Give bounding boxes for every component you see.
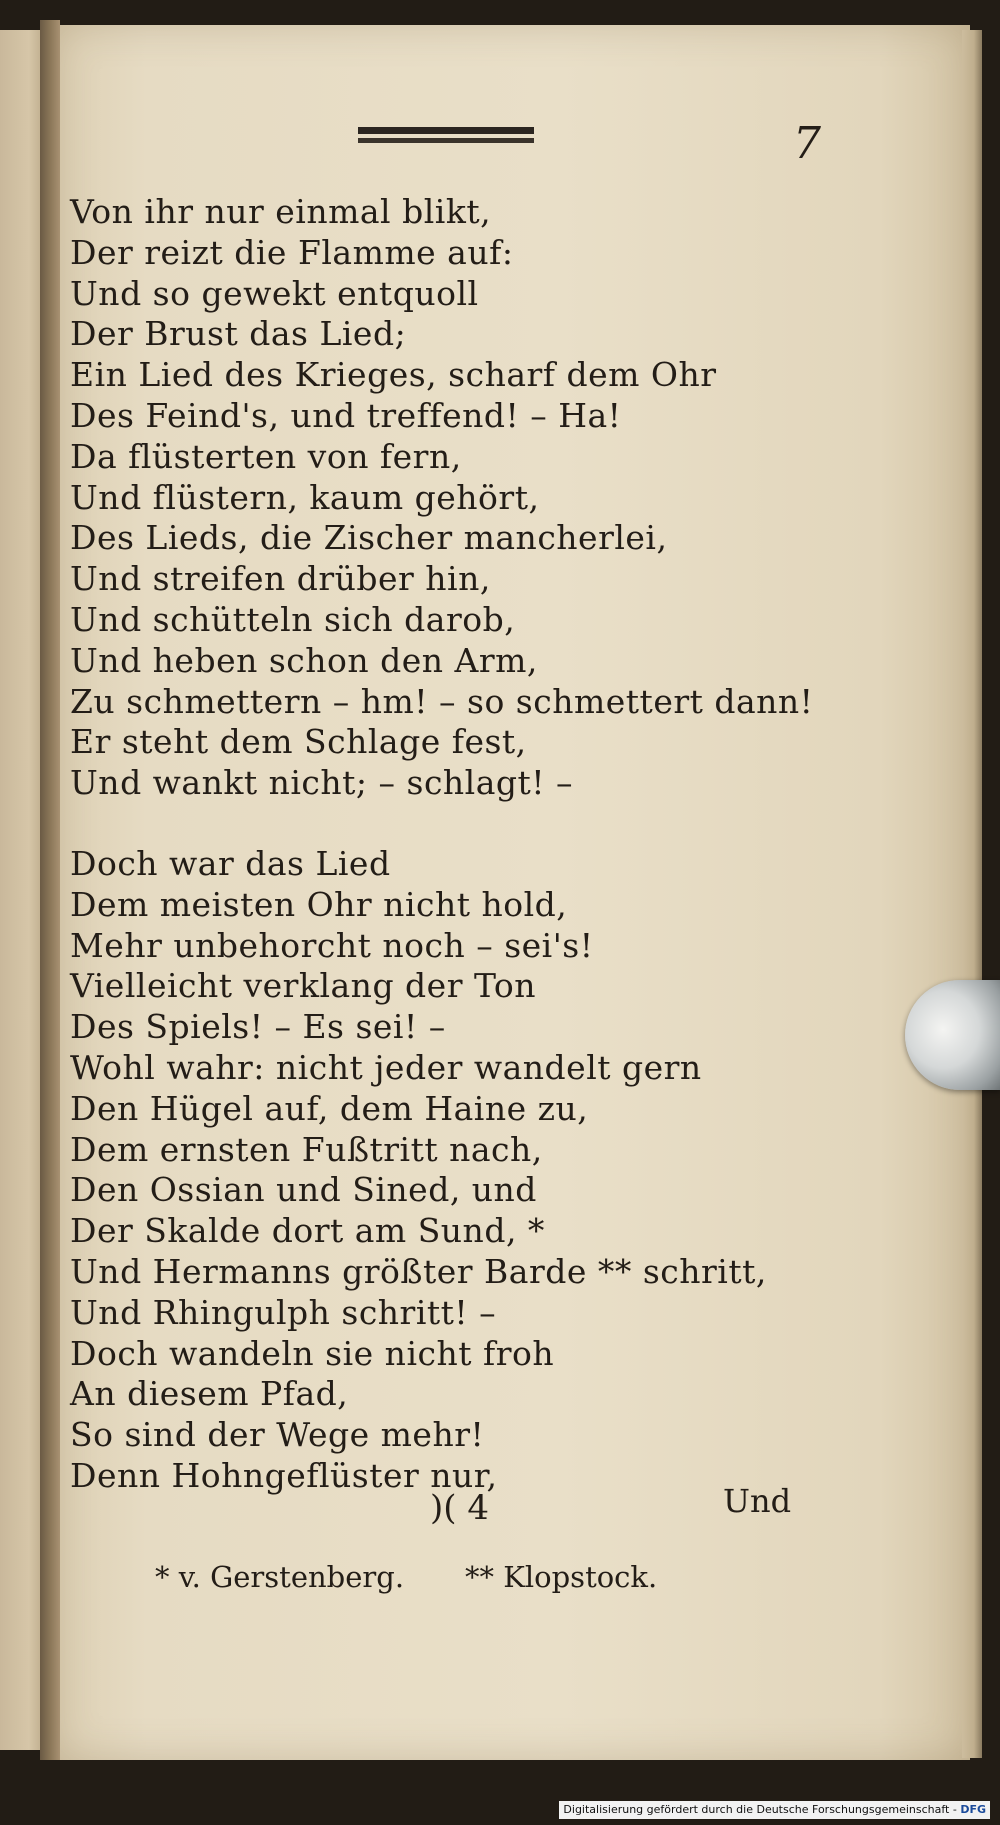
poem-line: Des Spiels! – Es sei! – (70, 1007, 446, 1047)
poem-line: Den Ossian und Sined, und (70, 1170, 537, 1210)
poem-line: Der reizt die Flamme auf: (70, 232, 514, 272)
poem-line: Den Hügel auf, dem Haine zu, (70, 1088, 589, 1128)
poem-line: Ein Lied des Krieges, scharf dem Ohr (70, 355, 717, 395)
poem-line: Dem meisten Ohr nicht hold, (70, 884, 568, 924)
page-number: 7 (793, 118, 821, 169)
poem-line: Der Skalde dort am Sund, * (70, 1211, 545, 1251)
poem-line: Er steht dem Schlage fest, (70, 722, 527, 762)
poem-text (70, 192, 813, 1497)
poem-line: Und schütteln sich darob, (70, 599, 516, 639)
poem-line: So sind der Wege mehr! (70, 1415, 485, 1455)
poem-line: Und Hermanns größter Barde ** schritt, (70, 1251, 767, 1291)
poem-line: Der Brust das Lied; (70, 314, 407, 354)
poem-line: Denn Hohngeflüster nur, (70, 1455, 498, 1495)
book-gutter (40, 20, 60, 1760)
stanza-break (70, 804, 813, 844)
stanza-1 (70, 192, 813, 804)
footnote-klopstock: ** Klopstock. (465, 1560, 658, 1594)
poem-line: Des Lieds, die Zischer mancherlei, (70, 518, 668, 558)
poem-line: Vielleicht verklang der Ton (70, 966, 537, 1006)
footnote-gerstenberg: * v. Gerstenberg. (155, 1560, 405, 1594)
poem-line: An diesem Pfad, (70, 1374, 349, 1414)
poem-line: Und heben schon den Arm, (70, 640, 538, 680)
header-rule-top (358, 127, 534, 134)
dfg-logo: DFG (960, 1803, 986, 1816)
digitization-credit (559, 1801, 990, 1819)
poem-line: Und flüstern, kaum gehört, (70, 477, 540, 517)
page-stack-edge (962, 30, 982, 1758)
poem-line: Wohl wahr: nicht jeder wandelt gern (70, 1047, 702, 1087)
poem-line: Und so gewekt entquoll (70, 273, 479, 313)
poem-line: Des Feind's, und treffend! – Ha! (70, 395, 622, 435)
poem-line: Und Rhingulph schritt! – (70, 1292, 497, 1332)
poem-line: Zu schmettern – hm! – so schmettert dann! (70, 681, 814, 721)
poem-line: Da flüsterten von fern, (70, 436, 462, 476)
poem-line: Dem ernsten Fußtritt nach, (70, 1129, 543, 1169)
poem-line: Und wankt nicht; – schlagt! – (70, 763, 574, 803)
poem-line: Doch wandeln sie nicht froh (70, 1333, 555, 1373)
catchword: Und (723, 1482, 792, 1520)
poem-line: Doch war das Lied (70, 843, 391, 883)
header-ornament-rule (358, 127, 534, 147)
signature-mark: )( 4 (430, 1488, 489, 1528)
credit-text: Digitalisierung gefördert durch die Deutsche Forschungsgemeinschaft - (563, 1803, 957, 1816)
stanza-2 (70, 844, 813, 1497)
poem-line: Von ihr nur einmal blikt, (70, 192, 492, 231)
poem-line: Und streifen drüber hin, (70, 559, 491, 599)
header-rule-bottom (358, 138, 534, 143)
poem-line: Mehr unbehorcht noch – sei's! (70, 925, 594, 965)
